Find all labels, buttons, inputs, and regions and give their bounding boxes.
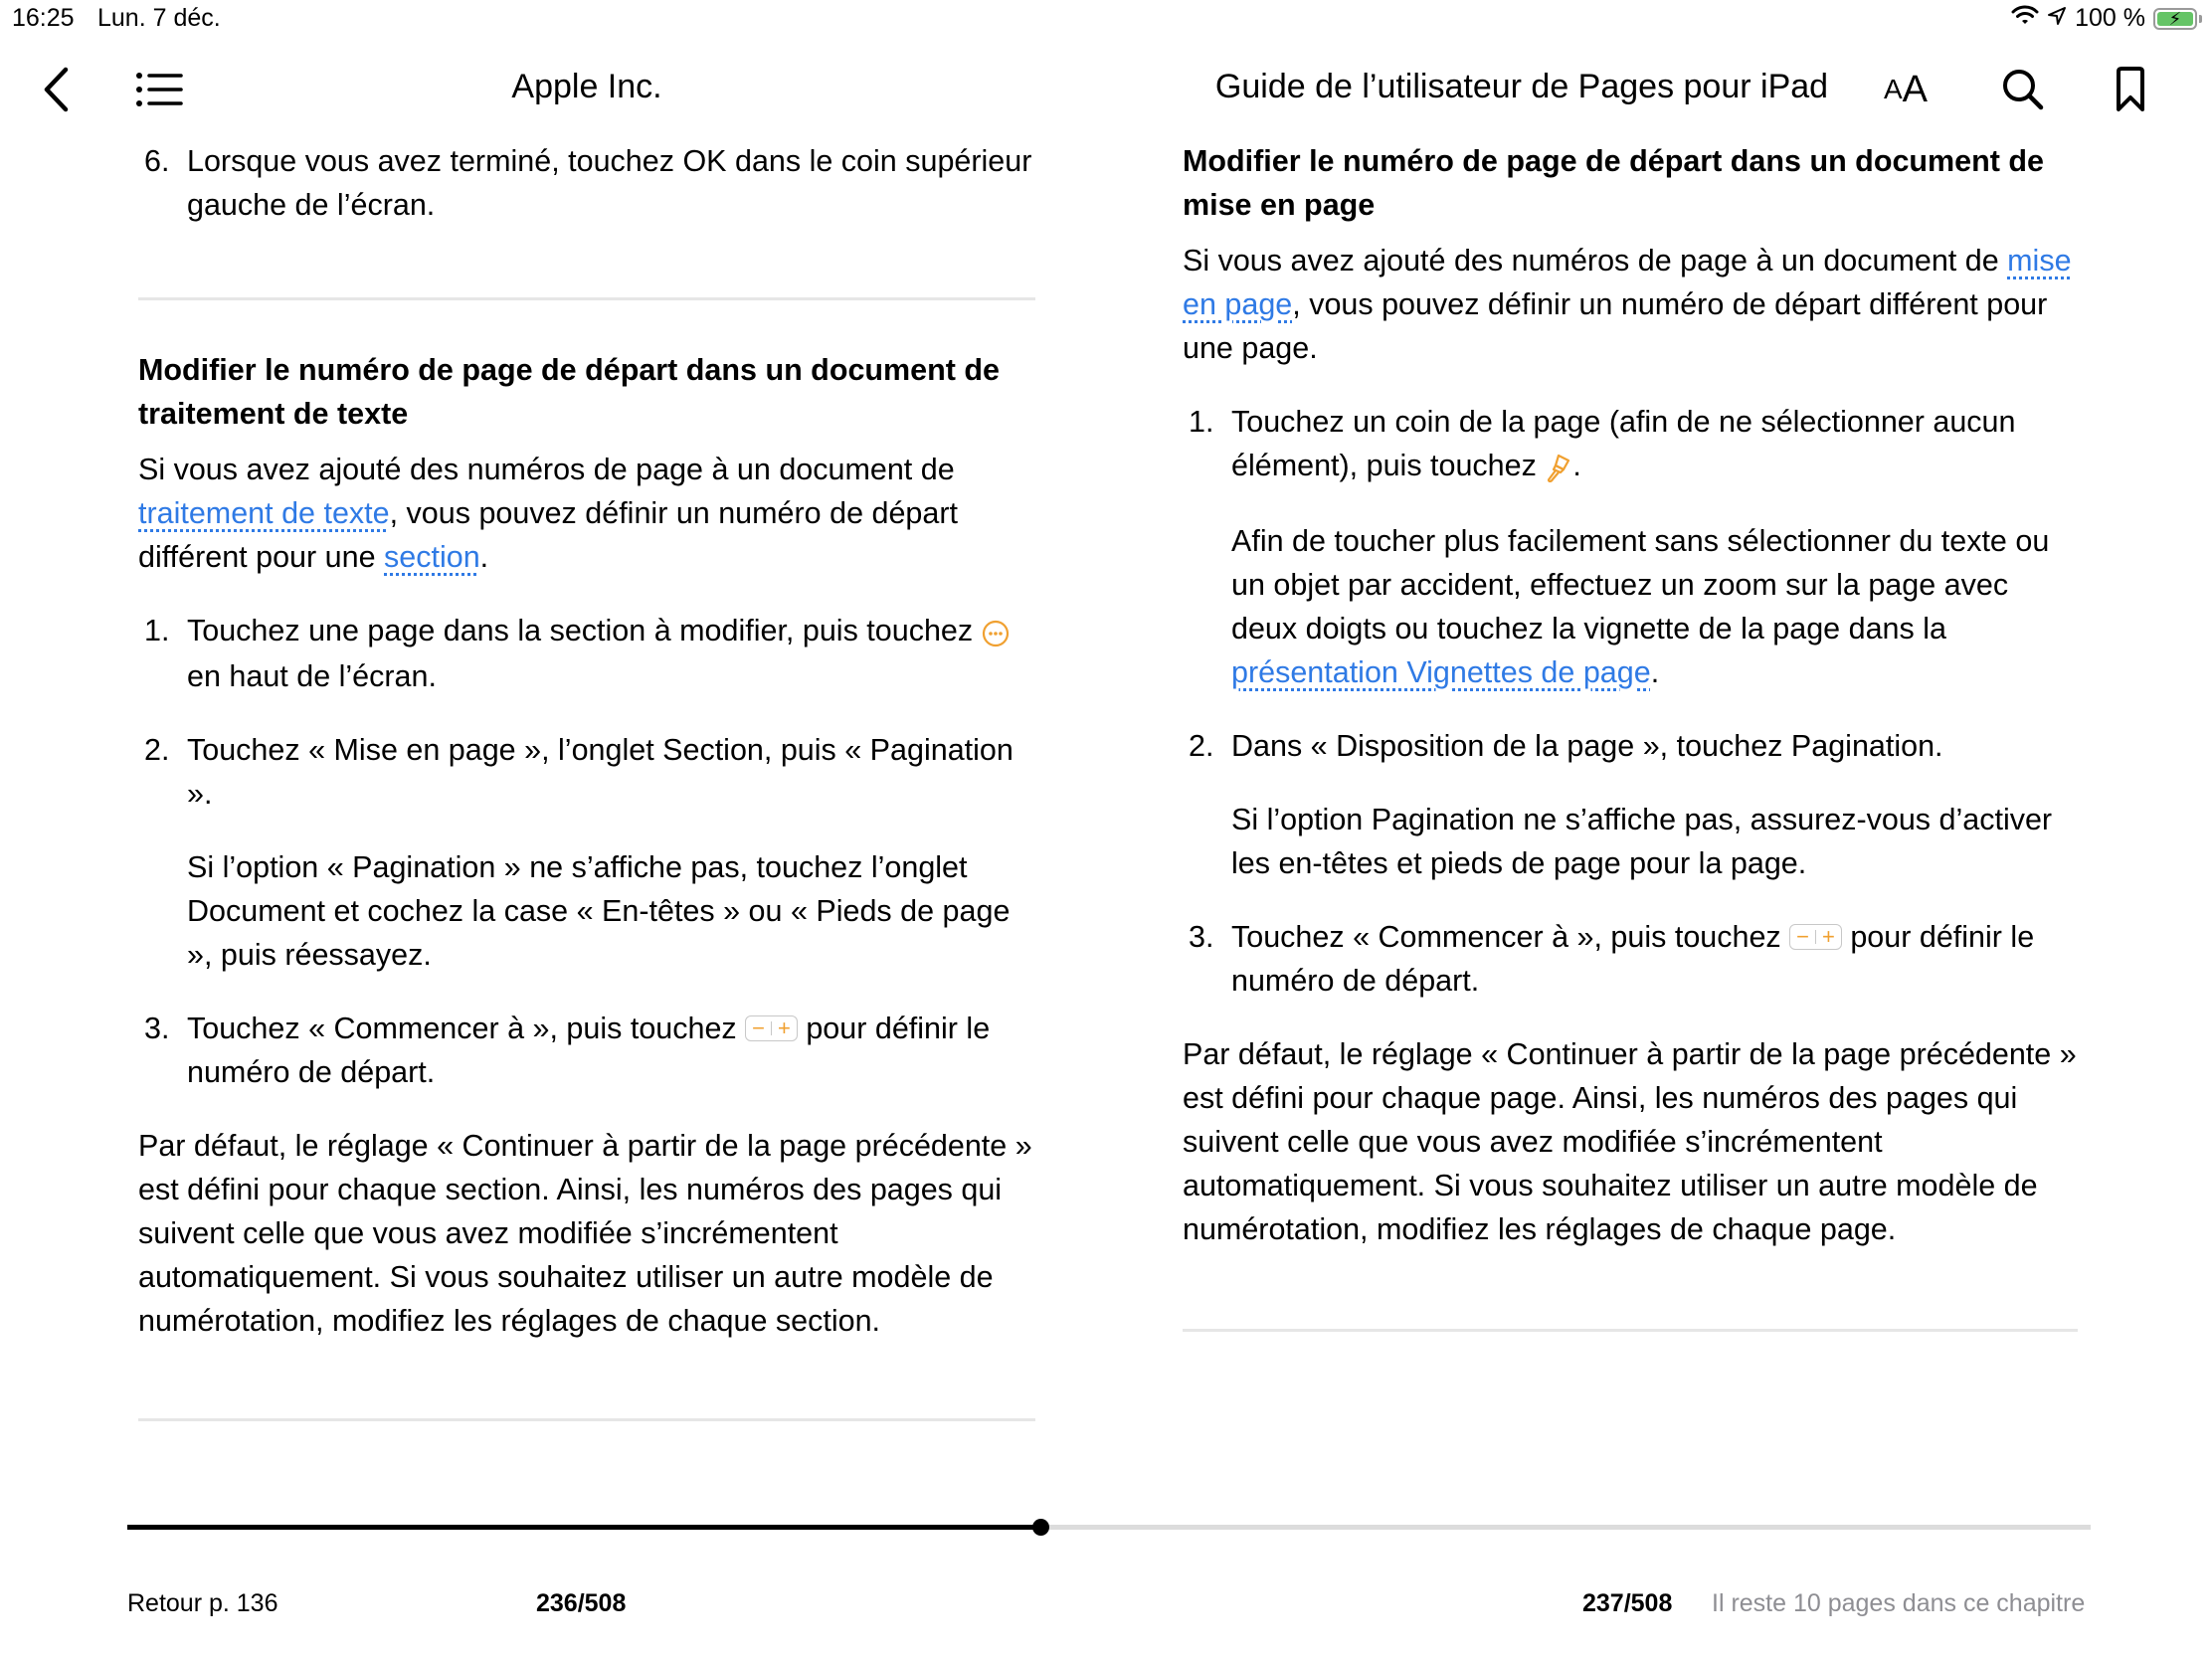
- list-text: Lorsque vous avez terminé, touchez OK dans le coin supérieur gauche de l’écran.: [187, 144, 1032, 222]
- list-text: Touchez « Mise en page », l’onglet Section, puis « Pagination ».: [187, 732, 1014, 811]
- list-number: 1.: [1189, 405, 1214, 439]
- font-size-icon-small: A: [1883, 74, 1903, 104]
- battery-charging-icon: ⚡: [2153, 8, 2197, 30]
- text: en haut de l’écran.: [187, 658, 437, 693]
- list-text: [187, 609, 1035, 698]
- list-item: [1183, 915, 2078, 1003]
- scrubber-progress: [127, 1525, 1040, 1530]
- list-item: [1183, 724, 2078, 885]
- list-text: [1231, 400, 2078, 489]
- closing-paragraph: Par défaut, le réglage « Continuer à partir de la page précédente » est défini pour chaque section. Ainsi, les numéros des pages qui suivent celle que vous avez modifiée s’incrémentent automatiquement. Si vous souhaitez utiliser un autre modèle de numérotation, modifiez les réglages de chaque section.: [138, 1128, 1032, 1338]
- text: Si vous avez ajouté des numéros de page à un document de: [1183, 244, 2008, 277]
- intro-paragraph: [138, 448, 1035, 579]
- left-page-number: 236/508: [536, 1589, 627, 1617]
- list-number: 2.: [1189, 728, 1214, 763]
- list-item: [138, 728, 1035, 977]
- text: .: [1572, 449, 1581, 482]
- list-note: Si l’option « Pagination » ne s’affiche pas, touchez l’onglet Document et cochez la case « En-têtes » ou « Pieds de page », puis réessayez.: [187, 849, 1011, 972]
- list-item: [138, 1007, 1035, 1094]
- list-body: [1231, 724, 2078, 885]
- section-divider: [1183, 1329, 2078, 1332]
- chapter-title: Guide de l’utilisateur de Pages pour iPad: [1214, 68, 1829, 105]
- text: Touchez « Commencer à », puis touchez: [1231, 919, 1790, 954]
- minus-icon: −: [1796, 923, 1810, 949]
- text: Si vous avez ajouté des numéros de page à un document de: [138, 453, 955, 486]
- list-item: [138, 609, 1035, 698]
- battery-percent: 100 %: [2075, 4, 2145, 32]
- text: Afin de toucher plus facilement sans sélectionner du texte ou un objet par accident, effectuez un zoom sur la page avec deux doigts ou touchez la vignette de la page dans la: [1231, 523, 2050, 645]
- stepper-icon: [745, 1015, 798, 1041]
- list-number: 3.: [1189, 919, 1214, 954]
- text: pour définir le numéro de départ.: [187, 1011, 991, 1089]
- list-note: Si l’option Pagination ne s’affiche pas, assurez-vous d’activer les en-têtes et pieds de page pour la page.: [1231, 802, 2053, 880]
- status-time: 16:25: [12, 4, 75, 32]
- font-size-icon-large: A: [1902, 68, 1929, 110]
- text: pour définir le numéro de départ.: [1231, 919, 2035, 998]
- wifi-icon: [2011, 4, 2039, 33]
- pages-remaining-label: Il reste 10 pages dans ce chapitre: [1712, 1589, 2086, 1617]
- location-icon: [2047, 4, 2067, 33]
- plus-icon: +: [778, 1014, 791, 1040]
- bookmark-icon: [2114, 66, 2147, 113]
- intro-paragraph: [1183, 239, 2078, 370]
- list-number: 6.: [144, 144, 170, 178]
- link-presentation-vignettes[interactable]: présentation Vignettes de page: [1231, 654, 1651, 689]
- stepper-icon: [1789, 924, 1842, 950]
- section-heading: Modifier le numéro de page de départ dans un document de traitement de texte: [138, 353, 1000, 431]
- list-note: [1231, 519, 2078, 694]
- list-text: [187, 1007, 1035, 1094]
- list-item: [138, 139, 1035, 227]
- section-divider: [138, 297, 1035, 300]
- section-divider: [138, 1418, 1035, 1421]
- search-icon: [2001, 68, 2045, 111]
- book-title: Apple Inc.: [511, 68, 662, 105]
- list-text: Dans « Disposition de la page », touchez Pagination.: [1231, 728, 1943, 763]
- text: Touchez « Commencer à », puis touchez: [187, 1011, 746, 1045]
- search-button[interactable]: [1997, 64, 2049, 115]
- right-page: [1183, 139, 2078, 1332]
- text: .: [1650, 654, 1660, 689]
- text: , vous pouvez définir un numéro de départ différent pour une page.: [1183, 287, 2048, 365]
- list-number: 1.: [144, 614, 170, 647]
- right-page-number: 237/508: [1582, 1589, 1673, 1617]
- font-size-button[interactable]: [1876, 66, 1936, 113]
- status-date: Lun. 7 déc.: [97, 4, 221, 32]
- list-number: 2.: [144, 732, 170, 767]
- closing-paragraph: Par défaut, le réglage « Continuer à partir de la page précédente » est défini pour chaque page. Ainsi, les numéros des pages qui suivent celle que vous avez modifiée s’incrémentent automatiquement. Si vous souhaitez utiliser un autre modèle de numérotation, modifiez les réglages de chaque page.: [1183, 1036, 2077, 1246]
- text: Touchez un coin de la page (afin de ne sélectionner aucun élément), puis touchez: [1231, 405, 2016, 482]
- page-scrubber[interactable]: [127, 1525, 2091, 1530]
- scrubber-thumb[interactable]: [1032, 1519, 1049, 1536]
- list-number: 3.: [144, 1011, 170, 1045]
- list-item: [1183, 400, 2078, 694]
- back-to-page-link[interactable]: Retour p. 136: [127, 1589, 278, 1617]
- paintbrush-icon: [1545, 446, 1572, 489]
- section-heading: Modifier le numéro de page de départ dans un document de mise en page: [1183, 144, 2044, 222]
- minus-icon: −: [752, 1014, 766, 1040]
- text: Touchez une page dans la section à modifier, puis touchez: [187, 614, 982, 647]
- back-button[interactable]: [36, 62, 76, 117]
- link-traitement-de-texte[interactable]: traitement de texte: [138, 496, 390, 530]
- link-mise-en-page[interactable]: mise en page: [1183, 244, 2072, 321]
- list-body: [1231, 400, 2078, 694]
- battery-cap: [2199, 15, 2202, 23]
- bookmark-button[interactable]: [2109, 62, 2152, 117]
- back-chevron-icon: [42, 67, 70, 112]
- more-options-icon: [982, 611, 1010, 654]
- list-body: [187, 728, 1035, 977]
- link-section[interactable]: section: [384, 540, 480, 574]
- text: .: [479, 540, 489, 574]
- text: , vous pouvez définir un numéro de départ différent pour une: [138, 496, 958, 574]
- plus-icon: +: [1822, 923, 1835, 949]
- left-page: [138, 139, 1035, 1421]
- list-text: [1231, 915, 2078, 1003]
- status-indicators: [2011, 4, 2202, 33]
